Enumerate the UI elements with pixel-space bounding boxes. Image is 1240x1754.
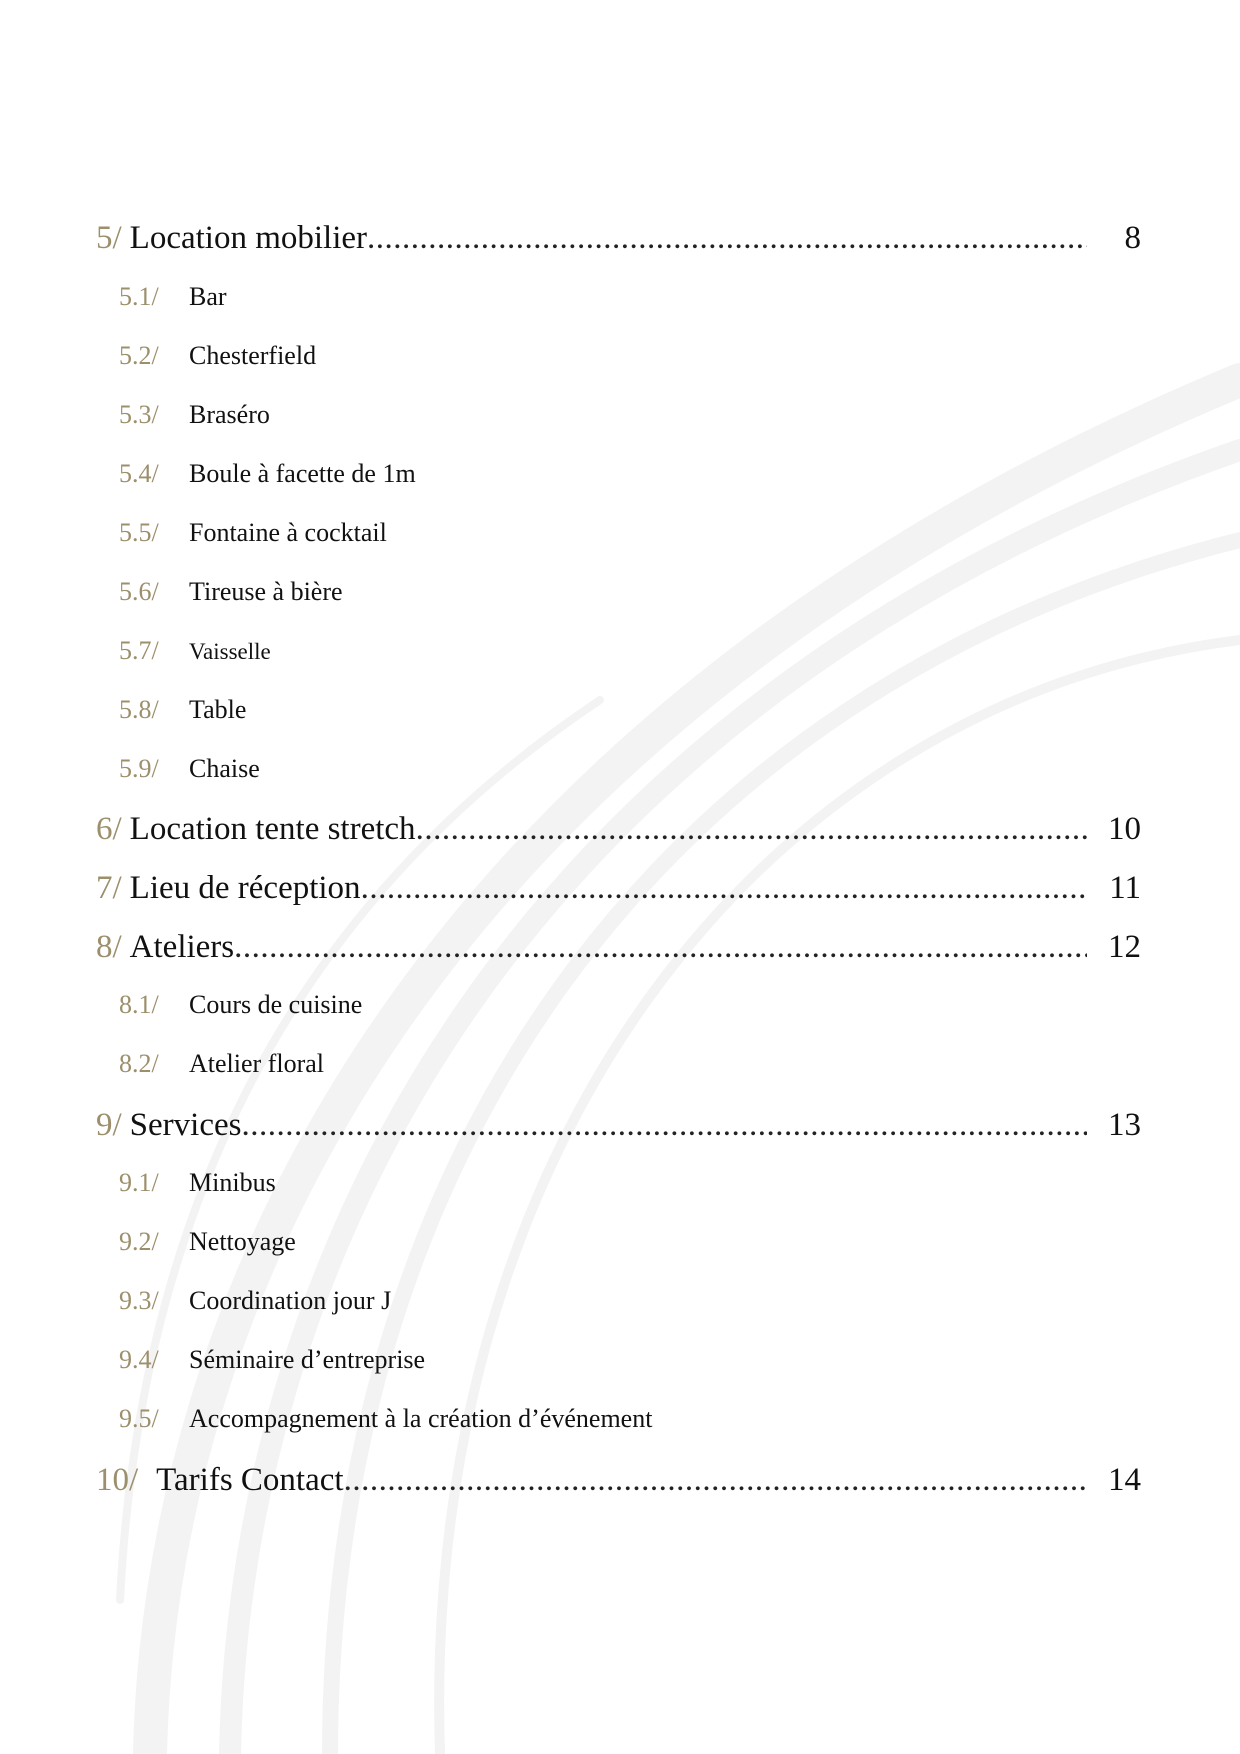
subsection-number: 8.1/ — [119, 990, 159, 1019]
page-number: 10 — [1108, 811, 1141, 847]
subsection-title: Atelier floral — [189, 1049, 324, 1078]
subsection-number: 5.6/ — [119, 577, 159, 606]
toc-subentry-8-2[interactable] — [119, 1049, 324, 1081]
subsection-number: 5.5/ — [119, 518, 159, 547]
dot-leader — [361, 870, 1087, 907]
toc-subentry-5-7[interactable] — [119, 636, 271, 668]
section-title: Location mobilier — [129, 220, 368, 256]
page-number: 12 — [1108, 929, 1141, 965]
toc-subentry-9-4[interactable] — [119, 1345, 425, 1377]
page-number: 8 — [1124, 220, 1141, 256]
subsection-number: 5.3/ — [119, 400, 159, 429]
subsection-title: Minibus — [189, 1168, 276, 1197]
toc-entry-8[interactable] — [96, 929, 1141, 969]
section-number: 10/ — [96, 1462, 139, 1498]
subsection-number: 9.5/ — [119, 1404, 159, 1433]
page-number: 14 — [1108, 1462, 1141, 1498]
dot-leader — [416, 811, 1087, 848]
subsection-title: Nettoyage — [189, 1227, 296, 1256]
subsection-title: Table — [189, 695, 247, 724]
subsection-title: Accompagnement à la création d’événement — [189, 1404, 653, 1433]
subsection-title: Séminaire d’entreprise — [189, 1345, 426, 1374]
subsection-title: Cours de cuisine — [189, 990, 363, 1019]
dot-leader — [367, 220, 1087, 257]
toc-subentry-5-9[interactable] — [119, 754, 260, 786]
section-number: 5/ — [96, 220, 122, 256]
dot-leader — [241, 1107, 1087, 1144]
subsection-title: Vaisselle — [189, 639, 271, 664]
subsection-number: 9.2/ — [119, 1227, 159, 1256]
subsection-title: Fontaine à cocktail — [189, 518, 387, 547]
page-number: 11 — [1109, 870, 1141, 906]
toc-subentry-9-2[interactable] — [119, 1227, 296, 1259]
subsection-number: 9.1/ — [119, 1168, 159, 1197]
toc-subentry-9-1[interactable] — [119, 1168, 276, 1200]
subsection-title: Chaise — [189, 754, 260, 783]
subsection-title: Tireuse à bière — [189, 577, 343, 606]
subsection-title: Coordination jour J — [189, 1286, 392, 1315]
toc-subentry-5-8[interactable] — [119, 695, 246, 727]
section-title: Ateliers — [129, 929, 235, 965]
toc-subentry-5-6[interactable] — [119, 577, 343, 609]
toc-subentry-5-2[interactable] — [119, 341, 316, 373]
subsection-title: Chesterfield — [189, 341, 317, 370]
section-title: Services — [129, 1107, 242, 1143]
toc-subentry-9-3[interactable] — [119, 1286, 391, 1318]
section-number: 9/ — [96, 1107, 122, 1143]
subsection-number: 5.2/ — [119, 341, 159, 370]
dot-leader — [344, 1462, 1087, 1499]
subsection-number: 8.2/ — [119, 1049, 159, 1078]
subsection-number: 5.8/ — [119, 695, 159, 724]
subsection-number: 9.3/ — [119, 1286, 159, 1315]
subsection-title: Bar — [189, 282, 227, 311]
toc-subentry-5-4[interactable] — [119, 459, 416, 491]
toc-entry-10[interactable] — [96, 1462, 1141, 1502]
section-number: 8/ — [96, 929, 122, 965]
toc-subentry-9-5[interactable] — [119, 1404, 652, 1436]
subsection-number: 5.4/ — [119, 459, 159, 488]
subsection-number: 5.9/ — [119, 754, 159, 783]
toc-entry-9[interactable] — [96, 1107, 1141, 1147]
section-number: 7/ — [96, 870, 122, 906]
subsection-title: Braséro — [189, 400, 270, 429]
section-title: Location tente stretch — [129, 811, 416, 847]
subsection-number: 5.7/ — [119, 636, 159, 665]
section-title: Lieu de réception — [129, 870, 361, 906]
subsection-number: 9.4/ — [119, 1345, 159, 1374]
section-number: 6/ — [96, 811, 122, 847]
toc-subentry-5-3[interactable] — [119, 400, 270, 432]
dot-leader — [234, 929, 1087, 966]
subsection-number: 5.1/ — [119, 282, 159, 311]
toc-entry-7[interactable] — [96, 870, 1141, 910]
toc-subentry-5-1[interactable] — [119, 282, 227, 314]
subsection-title: Boule à facette de 1m — [189, 459, 416, 488]
toc-entry-5[interactable] — [96, 220, 1141, 260]
page-number: 13 — [1108, 1107, 1141, 1143]
toc-entry-6[interactable] — [96, 811, 1141, 851]
toc-subentry-8-1[interactable] — [119, 990, 362, 1022]
toc-subentry-5-5[interactable] — [119, 518, 387, 550]
section-title: Tarifs Contact — [156, 1462, 344, 1498]
